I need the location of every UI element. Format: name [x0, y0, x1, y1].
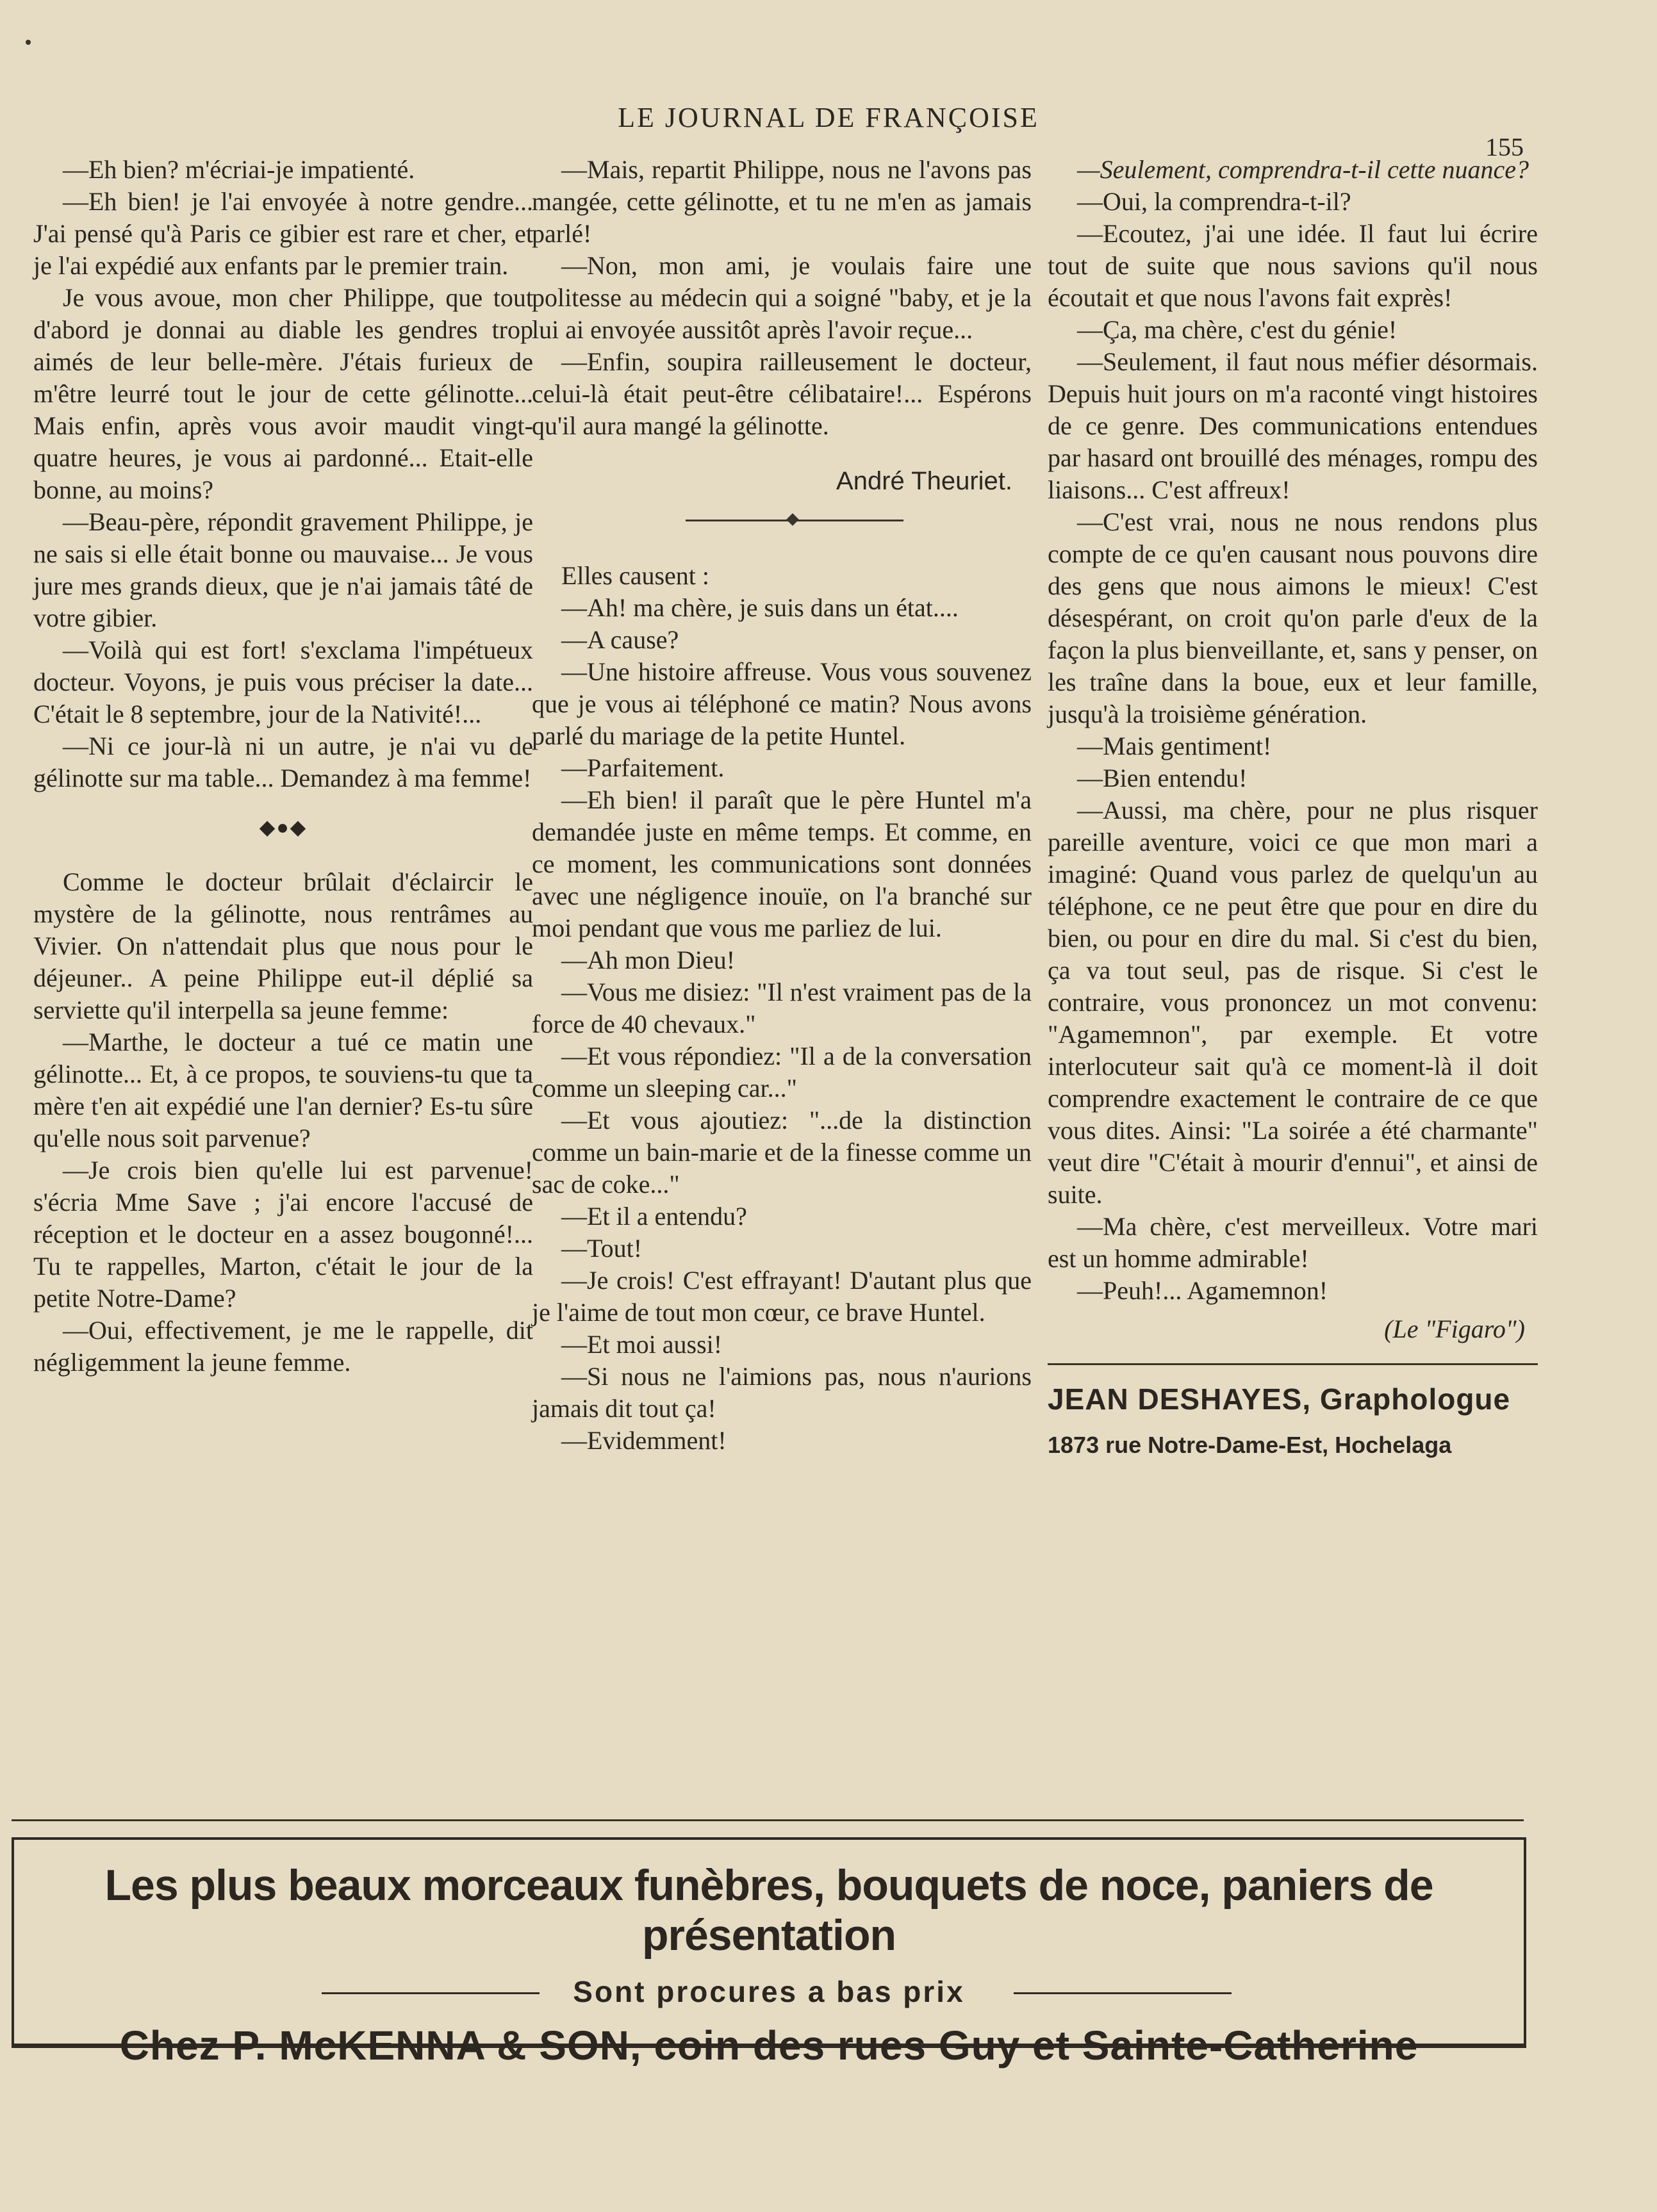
paragraph: —Tout! — [561, 1234, 643, 1263]
paragraph: —Ça, ma chère, c'est du génie! — [1077, 315, 1397, 344]
paragraph: —Bien entendu! — [1077, 764, 1248, 792]
page-number: 155 — [1485, 133, 1524, 161]
graphologist-ad-address: 1873 rue Notre-Dame-Est, Hochelaga — [1048, 1432, 1452, 1458]
source-credit: (Le "Figaro") — [1384, 1315, 1525, 1343]
paragraph: —Une histoire affreuse. Vous vous souvenez que je vous ai téléphoné ce matin? Nous avons parlé du mariage de la petite Huntel. — [532, 657, 1032, 750]
section-ornament: ◆●◆ — [259, 815, 308, 839]
paragraph: —Et il a entendu? — [561, 1202, 747, 1231]
paragraph: —Ni ce jour-là ni un autre, je n'ai vu de gélinotte sur ma table... Demandez à ma femme! — [33, 732, 533, 792]
paragraph: Elles causent : — [561, 561, 710, 590]
paragraph: Comme le docteur brûlait d'éclaircir le mystère de la gélinotte, nous rentrâmes au Vivier. On n'attendait plus que nous pour le déjeuner.. A peine Philippe eut-il déplié sa serviette qu'il interpella sa jeune femme: — [33, 867, 533, 1024]
advertisement-box — [12, 1837, 1526, 2069]
graphologist-ad-name: JEAN DESHAYES, Graphologue — [1048, 1382, 1511, 1416]
column-rule — [1048, 1363, 1538, 1365]
paragraph: —Eh bien! il paraît que le père Huntel m'a demandée juste en même temps. Et comme, en ce moment, les communications sont données avec une négligence inouïe, on l'a branché sur moi pendant que vous me parliez de lui. — [532, 785, 1032, 942]
paragraph: —Ah mon Dieu! — [561, 946, 736, 974]
paragraph: —Enfin, soupira railleusement le docteur, celui-là était peut-être célibataire!... Espérons qu'il aura mangé la gélinotte. — [532, 347, 1032, 440]
paragraph: —Voilà qui est fort! s'exclama l'impétueux docteur. Voyons, je puis vous préciser la date... C'était le 8 septembre, jour de la Nativité!... — [33, 635, 533, 728]
paragraph: —A cause? — [561, 625, 679, 654]
column-1 — [33, 154, 533, 1379]
paragraph: —Et moi aussi! — [561, 1330, 723, 1359]
paragraph: —C'est vrai, nous ne nous rendons plus compte de ce qu'en causant nous pouvons dire des gens que nous aimons le mieux! C'est désespérant, on croit qu'on parle d'eux de la façon la plus bienveillante, et, sans y penser, on les traîne dans la boue, eux et leur famille, jusqu'à la troisième génération. — [1048, 507, 1538, 728]
paragraph: —Seulement, il faut nous méfier désormais. Depuis huit jours on m'a raconté vingt histoires de ce genre. Des communications entendues par hasard ont brouillé des ménages, rompu des liaisons... C'est affreux! — [1048, 347, 1538, 504]
paragraph: —Ma chère, c'est merveilleux. Votre mari est un homme admirable! — [1048, 1212, 1538, 1273]
paragraph: —Mais gentiment! — [1077, 732, 1272, 760]
paragraph: —Eh bien? m'écriai-je impatienté. — [63, 155, 415, 184]
paragraph: —Marthe, le docteur a tué ce matin une gélinotte... Et, à ce propos, te souviens-tu que ta mère t'en ait expédié une l'an dernier? Es-tu sûre qu'elle nous soit parvenue? — [33, 1028, 533, 1152]
paragraph: —Et vous ajoutiez: "...de la distinction comme un bain-marie et de la finesse comme un sac de coke..." — [532, 1106, 1032, 1199]
paragraph: —Evidemment! — [561, 1426, 727, 1455]
paragraph: —Beau-père, répondit gravement Philippe, je ne sais si elle était bonne ou mauvaise... Je vous jure mes grands dieux, que je n'ai jamais tâté de votre gibier. — [33, 507, 533, 632]
paragraph: —Aussi, ma chère, pour ne plus risquer pareille aventure, voici ce que mon mari a imaginé: Quand vous parlez de quelqu'un au téléphone, ce ne peut être que pour en dire du bien, ou pour en dire du mal. Si c'est du bien, ça va tout seul, pas de risque. Si c'est le contraire, vous prononcez un mot convenu: "Agamemnon", par exemple. Et votre interlocuteur sait qu'à ce moment-là il doit comprendre exactement le contraire de ce que vous dites. Ainsi: "La soirée a été charmante" veut dire "C'était à mourir d'ennui", et ainsi de suite. — [1048, 796, 1538, 1209]
paragraph: —Mais, repartit Philippe, nous ne l'avons pas mangée, cette gélinotte, et tu ne m'en as jamais parlé! — [532, 155, 1032, 248]
author-signature: André Theuriet. — [836, 467, 1012, 495]
page-rule — [12, 1819, 1524, 1821]
column-3 — [1048, 154, 1538, 1461]
paragraph: Je vous avoue, mon cher Philippe, que tout d'abord je donnai au diable les gendres trop aimés de leur belle-mère. J'étais furieux de m'être leurré tout le jour de cette gélinotte... Mais enfin, après vous avoir maudit vingt-quatre heures, je vous ai pardonné... Etait-elle bonne, au moins? — [33, 283, 533, 504]
advertisement-merchant: Chez P. McKENNA & SON, coin des rues Guy et Sainte-Catherine — [119, 2022, 1419, 2069]
paragraph: —Vous me disiez: "Il n'est vraiment pas de la force de 40 chevaux." — [532, 978, 1032, 1038]
paragraph: —Je crois bien qu'elle lui est parvenue! s'écria Mme Save ; j'ai encore l'accusé de réception et le docteur en a assez bougonné!... Tu te rappelles, Marton, c'était le jour de la petite Notre-Dame? — [33, 1156, 533, 1313]
section-divider — [532, 509, 1032, 532]
advertisement-price-text: Sont procures a bas prix — [573, 1975, 965, 2008]
subline-rule-left — [322, 1992, 540, 1994]
paragraph: —Parfaitement. — [561, 753, 725, 782]
paragraph: —Ah! ma chère, je suis dans un état.... — [561, 593, 959, 622]
journal-title: LE JOURNAL DE FRANÇOISE — [618, 102, 1039, 133]
paragraph: —Seulement, comprendra-t-il cette nuance? — [1077, 155, 1529, 184]
advertisement-subline — [14, 1974, 1524, 2010]
paragraph: —Et vous répondiez: "Il a de la conversation comme un sleeping car..." — [532, 1042, 1032, 1102]
advertisement-headline: Les plus beaux morceaux funèbres, bouquets de noce, paniers de présentation — [104, 1861, 1433, 1960]
paragraph: —Si nous ne l'aimions pas, nous n'aurions jamais dit tout ça! — [532, 1362, 1032, 1423]
diamond-icon — [786, 513, 799, 526]
paragraph: —Oui, effectivement, je me le rappelle, dit négligemment la jeune femme. — [33, 1316, 533, 1377]
paragraph: —Ecoutez, j'ai une idée. Il faut lui écrire tout de suite que nous savions qu'il nous écoutait et que nous l'avons fait exprès! — [1048, 219, 1538, 312]
ink-speck — [26, 40, 31, 45]
paragraph: —Non, mon ami, je voulais faire une politesse au médecin qui a soigné "baby, et je la lui ai envoyée aussitôt après l'avoir reçue... — [532, 251, 1032, 344]
column-2 — [532, 154, 1032, 1457]
paragraph: —Je crois! C'est effrayant! D'autant plus que je l'aime de tout mon cœur, ce brave Huntel. — [532, 1266, 1032, 1327]
paragraph: —Oui, la comprendra-t-il? — [1077, 187, 1351, 216]
subline-rule-right — [1014, 1992, 1232, 1994]
paragraph: —Peuh!... Agamemnon! — [1077, 1276, 1328, 1305]
paragraph: —Eh bien! je l'ai envoyée à notre gendre... J'ai pensé qu'à Paris ce gibier est rare et cher, et je l'ai expédié aux enfants par le premier train. — [33, 187, 533, 280]
